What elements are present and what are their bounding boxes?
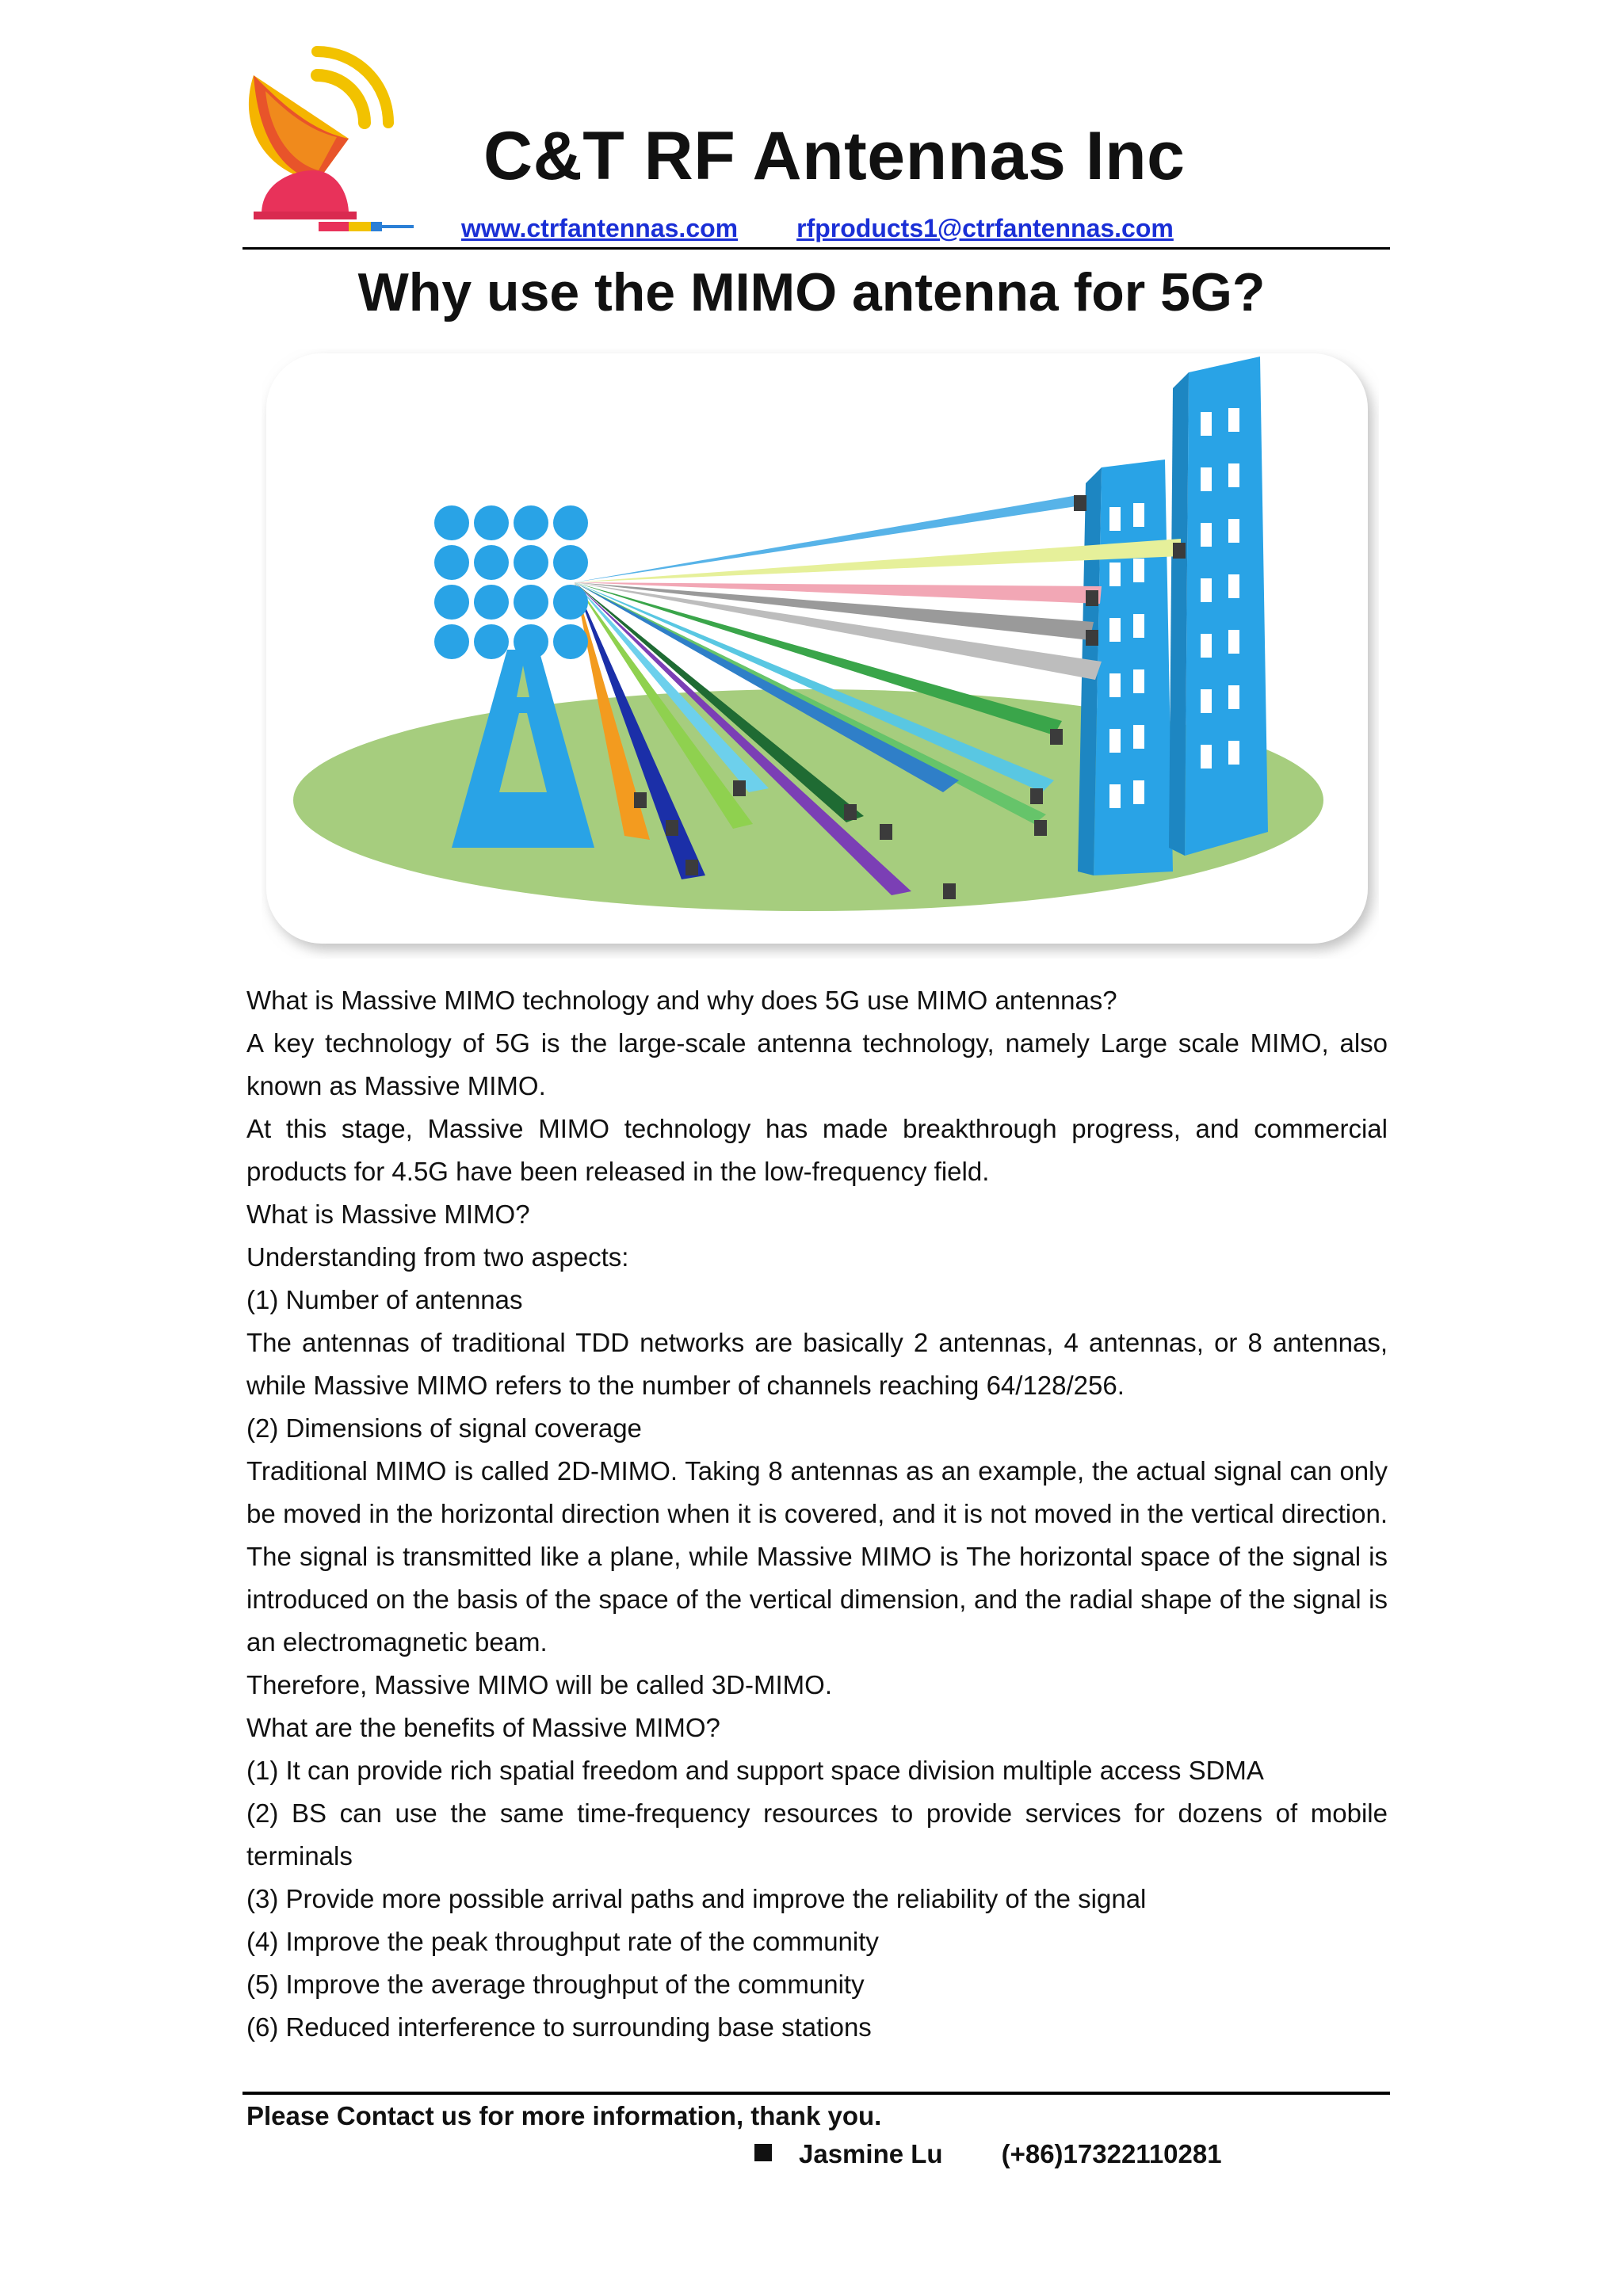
paragraph: Traditional MIMO is called 2D-MIMO. Taking 8 antennas as an example, the actual signal can only be moved in the horizontal direction when it is covered, and it is not moved in the vertical direction. The signal is transmitted like a plane, while Massive MIMO is The horizontal space of the signal is introduced on the basis of the space of the vertical dimension, and the radial shape of the signal is an electromagnetic beam. (246, 1456, 1388, 1657)
paragraph: What are the benefits of Massive MIMO? (246, 1713, 720, 1742)
contact-name: Jasmine Lu (799, 2139, 943, 2168)
paragraph: (2) BS can use the same time-frequency resources to provide services for dozens of mobile terminals (246, 1798, 1388, 1871)
website-link[interactable]: www.ctrfantennas.com (461, 214, 739, 242)
paragraph: The antennas of traditional TDD networks are basically 2 antennas, 4 antennas, or 8 antennas, while Massive MIMO refers to the number of channels reaching 64/128/256. (246, 1328, 1388, 1400)
paragraph: (2) Dimensions of signal coverage (246, 1413, 642, 1443)
footer-divider (242, 2092, 1390, 2095)
paragraph: What is Massive MIMO? (246, 1199, 530, 1229)
paragraph: (1) It can provide rich spatial freedom and support space division multiple access SDMA (246, 1756, 1264, 1785)
company-name: C&T RF Antennas Inc (483, 118, 1186, 194)
paragraph: At this stage, Massive MIMO technology has made breakthrough progress, and commercial products for 4.5G have been released in the low-frequency field. (246, 1114, 1388, 1186)
paragraph: (1) Number of antennas (246, 1285, 523, 1314)
paragraph: (5) Improve the average throughput of the community (246, 1970, 865, 1999)
paragraph: (3) Provide more possible arrival paths and improve the reliability of the signal (246, 1884, 1147, 1913)
paragraph: (4) Improve the peak throughput rate of the community (246, 1927, 879, 1956)
footer-note: Please Contact us for more information, thank you. (246, 2101, 882, 2130)
paragraph: Therefore, Massive MIMO will be called 3D-MIMO. (246, 1670, 833, 1699)
company-logo (230, 44, 420, 242)
article-body (246, 979, 1388, 2049)
contact-info (754, 2139, 1222, 2169)
contact-phone: (+86)17322110281 (1001, 2139, 1222, 2168)
mimo-illustration (262, 349, 1379, 959)
paragraph: A key technology of 5G is the large-scale antenna technology, namely Large scale MIMO, also known as Massive MIMO. (246, 1028, 1388, 1100)
bullet-square-icon (754, 2144, 772, 2161)
page-title: Why use the MIMO antenna for 5G? (357, 262, 1266, 322)
contact-links (461, 214, 1174, 243)
building-right (1169, 357, 1268, 856)
header-divider (242, 247, 1390, 250)
paragraph: Understanding from two aspects: (246, 1242, 629, 1272)
paragraph: What is Massive MIMO technology and why does 5G use MIMO antennas? (246, 986, 1117, 1015)
email-link[interactable]: rfproducts1@ctrfantennas.com (796, 214, 1174, 242)
paragraph: (6) Reduced interference to surrounding base stations (246, 2012, 872, 2042)
